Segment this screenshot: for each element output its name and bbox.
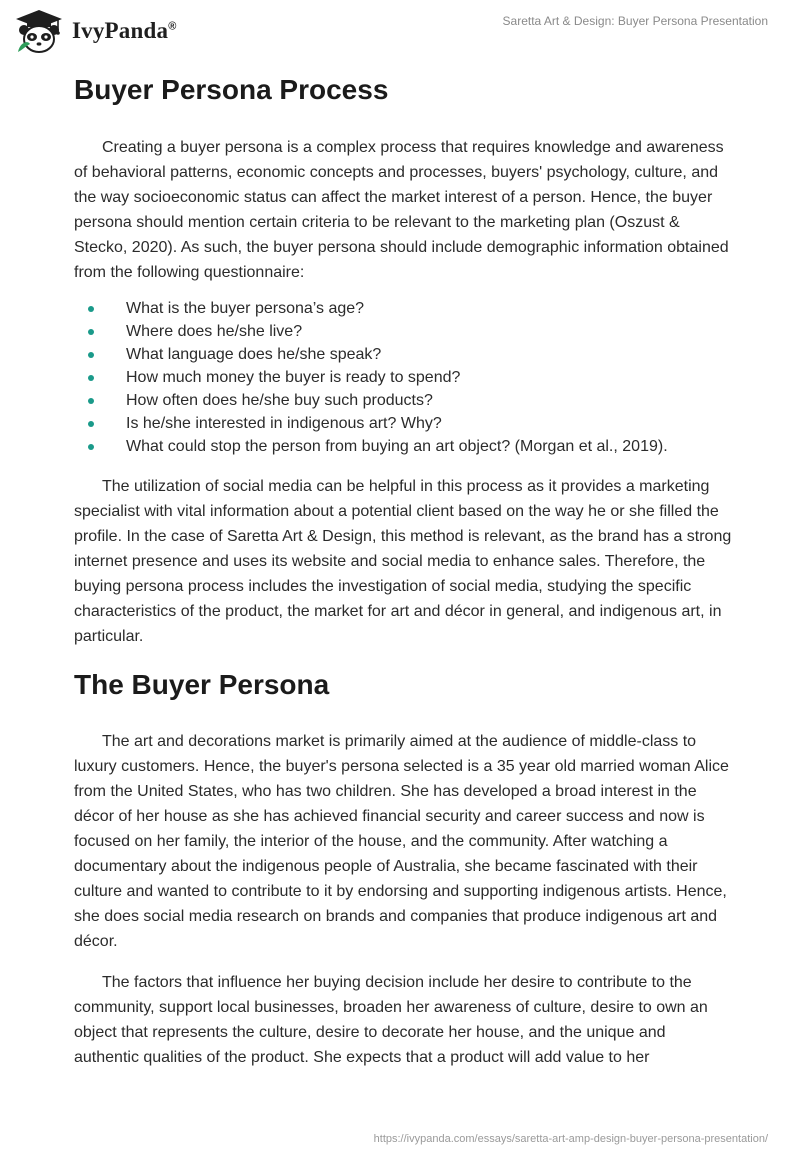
list-item [74, 297, 734, 320]
registered-mark: ® [168, 20, 177, 33]
paragraph-intro: Creating a buyer persona is a complex process that requires knowledge and awareness of behavioral patterns, economic concepts and processes, buyers' psychology, culture, and the way socioeconomic status can affect the market interest of a person. Hence, the buyer persona should mention certain criteria to be relevant to the marketing plan (Oszust & Stecko, 2020). As such, the buyer persona should include demographic information obtained from the following questionnaire: [74, 139, 729, 281]
section-heading-the-buyer-persona: The Buyer Persona [74, 669, 330, 700]
paragraph-persona-description: The art and decorations market is primarily aimed at the audience of middle-class to luxury customers. Hence, the buyer's persona selected is a 35 year old married woman Alice from the United States, who has two children. She has developed a broad interest in the décor of her house as she has achieved financial security and career success and now is focused on her family, the interior of the house, and the community. After watching a documentary about the indigenous people of Australia, she became fascinated with their culture and wanted to contribute to it by endorsing and supporting indigenous artists. Hence, she does social media research on brands and companies that produce indigenous art and décor. [74, 733, 729, 950]
list-item-text: Is he/she interested in indigenous art? Why? [126, 415, 442, 432]
list-item-text: What could stop the person from buying an art object? (Morgan et al., 2019). [126, 438, 668, 455]
brand-name: IvyPanda® [72, 18, 177, 43]
questionnaire-list [74, 297, 734, 458]
bullet-icon [88, 329, 94, 335]
list-item-text: Where does he/she live? [126, 323, 303, 340]
bullet-icon [88, 444, 94, 450]
list-item [74, 366, 734, 389]
paragraph-buying-factors: The factors that influence her buying decision include her desire to contribute to the community, support local businesses, broaden her awareness of culture, desire to own an object that represents the culture, desire to decorate her house, and the unique and authentic qualities of the product. She expects that a product will add value to her [74, 974, 708, 1066]
paragraph-social-media: The utilization of social media can be helpful in this process as it provides a marketing specialist with vital information about a potential client based on the way he or she filled the profile. In the case of Saretta Art & Design, this method is relevant, as the brand has a strong internet presence and uses its website and social media to enhance sales. Therefore, the buying persona process includes the investigation of social media, studying the specific characteristics of the product, the market for art and décor in general, and indigenous art, in particular. [74, 478, 732, 645]
bullet-icon [88, 306, 94, 312]
list-item [74, 343, 734, 366]
list-item [74, 435, 734, 458]
bullet-icon [88, 352, 94, 358]
article-content [74, 70, 734, 1070]
ivypanda-logo[interactable] [12, 8, 177, 54]
list-item-text: How often does he/she buy such products? [126, 392, 433, 409]
document-title: Saretta Art & Design: Buyer Persona Presentation [502, 14, 768, 28]
bullet-icon [88, 375, 94, 381]
list-item-text: What is the buyer persona’s age? [126, 300, 365, 317]
list-item [74, 412, 734, 435]
list-item [74, 389, 734, 412]
list-item-text: What language does he/she speak? [126, 346, 382, 363]
bullet-icon [88, 398, 94, 404]
section-heading-buyer-persona-process: Buyer Persona Process [74, 74, 389, 105]
source-url[interactable]: https://ivypanda.com/essays/saretta-art-amp-design-buyer-persona-presentation/ [373, 1133, 768, 1145]
page-header [0, 0, 800, 64]
panda-graduation-icon [12, 8, 66, 54]
list-item-text: How much money the buyer is ready to spend? [126, 369, 461, 386]
bullet-icon [88, 421, 94, 427]
list-item [74, 320, 734, 343]
